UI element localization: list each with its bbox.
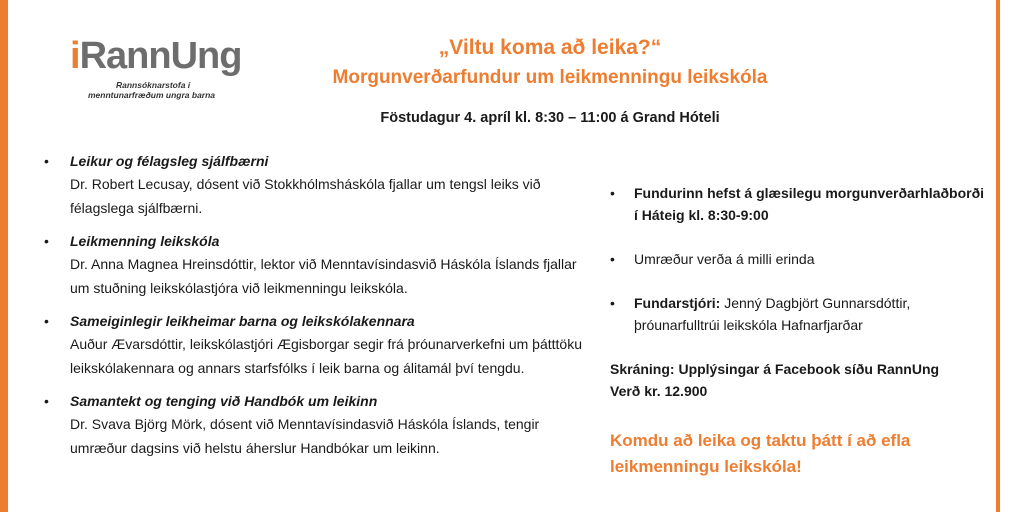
talk-title: Samantekt og tenging við Handbók um leikinn (70, 393, 378, 409)
registration-block (610, 358, 990, 402)
event-info (610, 182, 990, 480)
talk-title: Leikmenning leikskóla (70, 233, 220, 249)
info-chair (610, 292, 990, 336)
talk-item (44, 390, 584, 460)
page-title: „Viltu koma að leika?“ (438, 36, 662, 59)
bullet-icon: • (44, 313, 49, 329)
bullet-icon: • (44, 153, 49, 169)
logo-wordmark (70, 36, 241, 76)
talk-description: Dr. Robert Lecusay, dósent við Stokkhólmsháskóla fjallar um tengsl leiks við félagslega sjálfbærni. (70, 176, 541, 216)
info-breakfast (610, 182, 990, 226)
discussion-text: Umræður verða á milli erinda (634, 251, 815, 267)
call-to-action: Komdu að leika og taktu þátt í að efla leikmenningu leikskóla! (610, 431, 911, 476)
logo-i: i (70, 35, 80, 77)
talk-description: Dr. Svava Björg Mörk, dósent við Menntavísindasvið Háskóla Íslands, tengir umræður dagsins við helstu áherslur Handbókar um leikinn. (70, 416, 540, 456)
registration-text: Skráning: Upplýsingar á Facebook síðu RannUng (610, 361, 940, 377)
talk-item (44, 150, 584, 220)
event-date: Föstudagur 4. apríl kl. 8:30 – 11:00 á Grand Hóteli (380, 110, 720, 126)
talk-title: Sameiginlegir leikheimar barna og leikskólakennara (70, 313, 415, 329)
logo-rannung: RannUng (79, 35, 242, 77)
talk-item (44, 310, 584, 380)
bullet-icon: • (610, 185, 615, 201)
talk-list (44, 150, 584, 470)
talk-description: Auður Ævarsdóttir, leikskólastjóri Ægisborgar segir frá þróunarverkefni um þátttöku leikskólakennara og annars starfsfólks í leik barna og álitamál því tengdu. (70, 336, 582, 376)
logo-sub-line2: menntunarfræðum ungra barna (88, 90, 216, 100)
logo-subtitle (88, 80, 215, 100)
talk-item (44, 230, 584, 300)
talk-description: Dr. Anna Magnea Hreinsdóttir, lektor við Menntavísindasvið Háskóla Íslands fjallar um stuðning leikskólastjóra við leikmenningu leikskóla. (70, 256, 577, 296)
bullet-icon: • (44, 233, 49, 249)
rannung-logo (70, 36, 250, 106)
chair-label: Fundarstjóri: (634, 295, 721, 311)
price-text: Verð kr. 12.900 (610, 383, 708, 399)
logo-sub-line1: Rannsóknarstofa í (116, 80, 191, 90)
page-subtitle: Morgunverðarfundur um leikmenningu leikskóla (332, 67, 768, 88)
right-border (996, 0, 1000, 512)
chair-text: Jenný Dagbjört Gunnarsdóttir, þróunarfulltrúi leikskóla Hafnarfjarðar (634, 295, 911, 333)
breakfast-text: Fundurinn hefst á glæsilegu morgunverðarhlaðborði í Háteig kl. 8:30-9:00 (634, 185, 985, 223)
bullet-icon: • (44, 393, 49, 409)
talk-title: Leikur og félagsleg sjálfbærni (70, 153, 269, 169)
left-border (0, 0, 8, 512)
info-discussion (610, 248, 990, 270)
bullet-icon: • (610, 251, 615, 267)
bullet-icon: • (610, 295, 615, 311)
